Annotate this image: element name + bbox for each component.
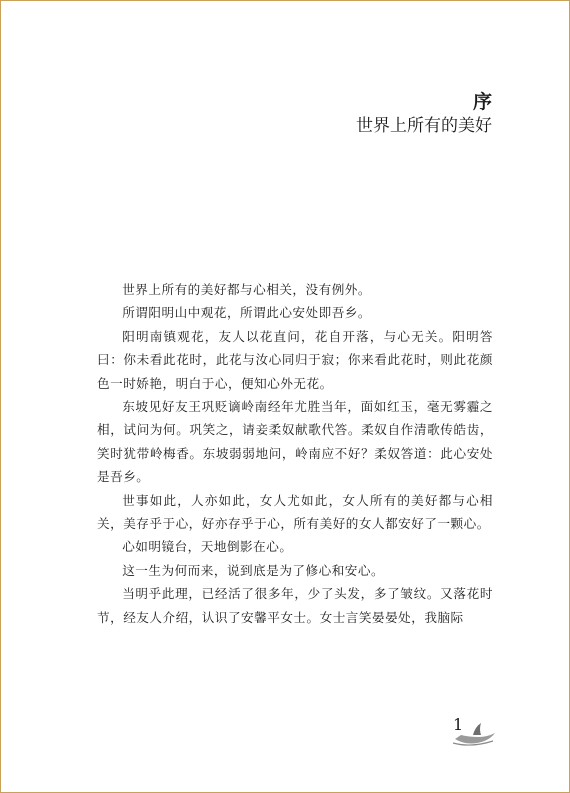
preface-heading: [356, 89, 492, 137]
paragraph: 当明乎此理，已经活了很多年，少了头发，多了皱纹。又落花时节，经友人介绍，认识了安馨平女士。女士言笑晏晏处，我脑际: [97, 586, 493, 625]
paragraph: 东坡见好友王巩贬谪岭南经年尤胜当年，面如红玉，毫无雾霾之相，试问为何。巩笑之，请妾柔奴献歌代答。柔奴自作清歌传皓齿，笑时犹带岭梅香。东坡弱弱地问，岭南应不好？柔奴答道：此心安处是吾乡。: [97, 399, 493, 485]
preface-mark: 序: [472, 91, 492, 113]
paragraph: 世界上所有的美好都与心相关，没有例外。: [122, 282, 371, 297]
preface-title: 世界上所有的美好: [356, 116, 492, 136]
paragraph: 所谓阳明山中观花，所谓此心安处即吾乡。: [122, 305, 371, 321]
page-number: 1: [453, 715, 464, 734]
paragraph: 这一生为何而来，说到底是为了修心和安心。: [122, 562, 385, 578]
paragraph: 心如明镜台，天地倒影在心。: [122, 539, 293, 555]
paragraph: 阳明南镇观花，友人以花直问，花自开落，与心无关。阳明答曰：你未看此花时，此花与汝心同归于寂；你来看此花时，则此花颜色一时娇艳，明白于心，便知心外无花。: [97, 328, 493, 391]
paragraph: 世事如此，人亦如此，女人尤如此，女人所有的美好都与心相关，美存乎于心，好亦存乎于心，所有美好的女人都安好了一颗心。: [97, 492, 493, 532]
preface-body: [97, 278, 493, 629]
